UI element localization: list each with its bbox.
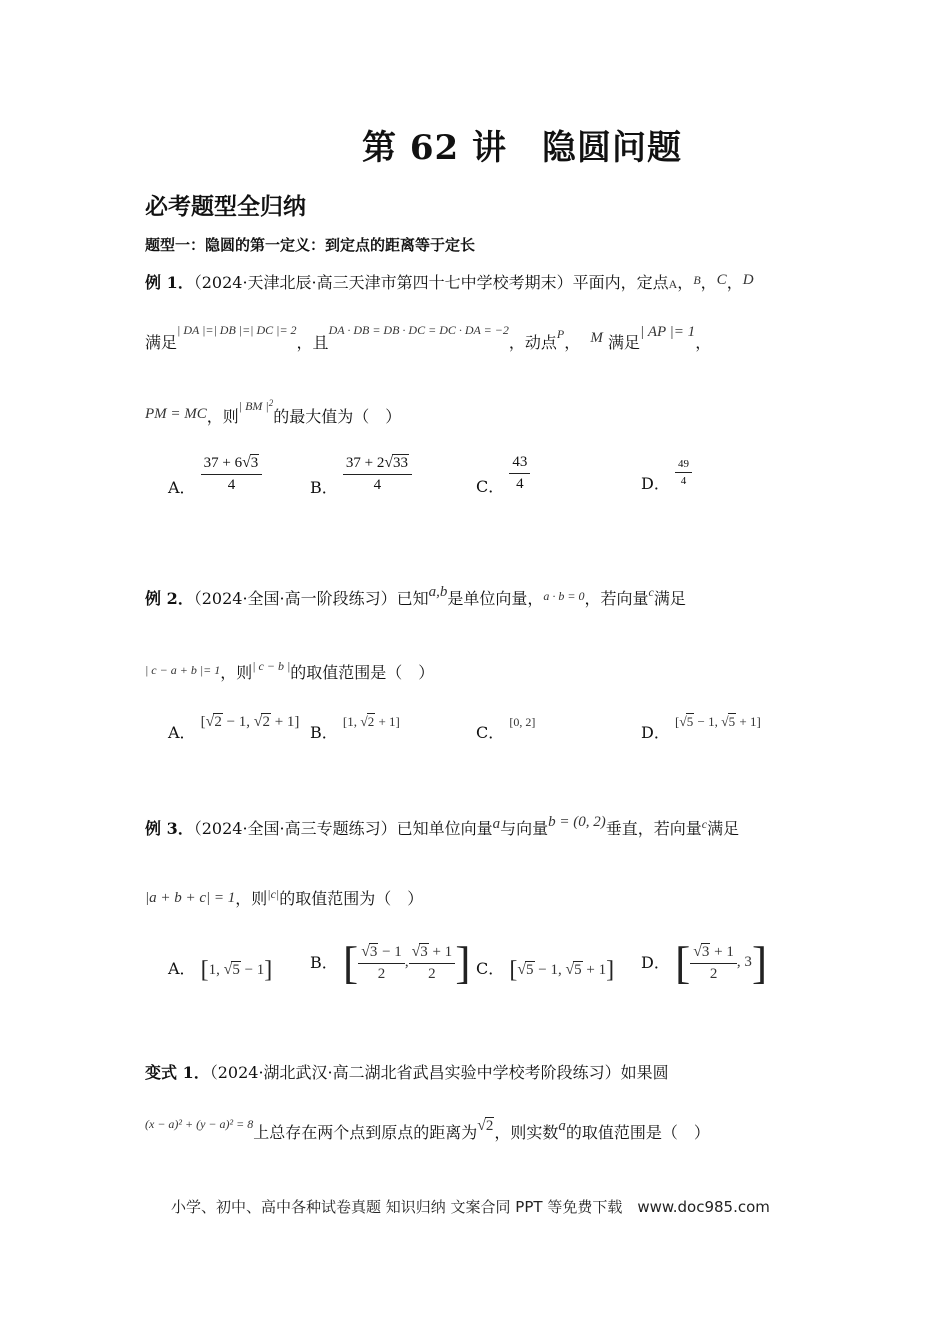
option-label: C． [476, 959, 505, 978]
text-manzu: 满足 [707, 819, 740, 838]
circle-equation: (x − a)² + (y − a)² = 8 [145, 1117, 254, 1131]
separator: ， [726, 273, 743, 292]
radicand: 5 [232, 962, 240, 978]
option-d[interactable] [641, 708, 761, 742]
numerator-part: − 1 [378, 943, 402, 960]
example-2-line-2 [145, 660, 434, 683]
separator: ， [700, 273, 717, 292]
fraction: $\frac{√3 + 1}{2}$ [690, 943, 737, 983]
interval-part: 1, [208, 962, 224, 978]
interval: [0, 2] [509, 715, 536, 729]
option-c[interactable] [476, 956, 614, 984]
example-3-line-2 [145, 886, 423, 909]
radicand: 3 [701, 943, 710, 960]
variant-1-source: （2024·湖北武汉·高二湖北省武昌实验中学校考阶段练习）如果圆 [209, 1063, 669, 1082]
text-manzu: 满足 [653, 589, 686, 608]
point-d: D [742, 272, 754, 288]
interval-part: + 1] [736, 714, 761, 729]
denominator: 2 [428, 965, 436, 982]
option-c[interactable] [476, 708, 536, 742]
option-d[interactable] [641, 458, 692, 493]
option-a[interactable] [168, 708, 300, 742]
option-label: C． [476, 477, 505, 496]
text-yu: 与向量 [500, 819, 549, 838]
interval-part: , 3 [736, 953, 752, 970]
separator: ， [677, 273, 694, 292]
option-c[interactable] [476, 454, 530, 496]
option-label: C． [476, 723, 505, 742]
radicand: 3 [420, 943, 428, 960]
option-label: A． [168, 723, 196, 742]
variant-text: ，则实数 [494, 1123, 559, 1142]
text-unit-vectors: 是单位向量， [447, 589, 544, 608]
text-ze: ，则 [206, 407, 239, 426]
text-ze: ，则 [220, 663, 253, 682]
condition-pm-mc: PM = MC [145, 406, 207, 422]
option-d[interactable] [641, 936, 767, 989]
question-text: 的取值范围为（ ） [279, 889, 424, 908]
option-a[interactable] [168, 454, 262, 497]
example-1-line-3 [145, 397, 402, 427]
radicand: 5 [686, 714, 694, 729]
radicand: 3 [250, 455, 259, 471]
section-heading: 必考题型全归纳 [145, 193, 306, 220]
option-a[interactable] [168, 956, 272, 984]
example-1-label: 例 1． [145, 273, 194, 292]
example-2-line-1 [145, 586, 686, 609]
radicand: 5 [526, 962, 534, 978]
interval-part: − 1, [534, 962, 566, 978]
interval: [√5 − 1, √5 + 1] [509, 957, 615, 984]
variant-1-label: 变式 1． [145, 1063, 210, 1082]
radicand: 2 [262, 714, 270, 730]
interval-part: + 1] [270, 714, 300, 730]
text-qie: ，且 [296, 333, 329, 352]
option-label: D． [641, 474, 670, 493]
radicand: 2 [367, 714, 375, 729]
denominator: 4 [680, 475, 687, 487]
vector-c: c [648, 585, 654, 599]
denominator: 2 [709, 965, 718, 982]
variant-1-line-1 [145, 1060, 669, 1083]
fraction: $\frac{37 + 6√3}{4}$ [201, 454, 263, 494]
condition-dot-zero: a · b = 0 [543, 589, 585, 603]
point-b: B [693, 273, 701, 287]
interval-part: [1, [342, 714, 361, 729]
interval-part: − 1 [240, 962, 265, 978]
denominator: 4 [516, 476, 524, 492]
option-label: D． [641, 723, 670, 742]
option-label: B． [310, 477, 338, 497]
option-label: D． [641, 952, 670, 972]
fraction [509, 454, 530, 493]
example-2-label: 例 2． [145, 589, 194, 608]
example-3-line-1 [145, 816, 739, 839]
option-label: B． [310, 952, 338, 972]
option-b[interactable] [310, 454, 412, 497]
radicand: 5 [728, 714, 736, 729]
expression-c-b: | c − b | [252, 659, 291, 673]
numerator-part: + 1 [710, 943, 734, 960]
option-label: A． [168, 959, 196, 978]
numerator-part: + 1 [428, 943, 453, 960]
variant-text: 上总存在两个点到原点的距离为 [253, 1123, 478, 1142]
interval: [1, √2 + 1] [342, 714, 400, 729]
text-manzu: 满足 [607, 333, 640, 352]
condition-equal-lengths: | DA |=| DB |=| DC |= 2 [177, 323, 297, 337]
fraction: $\frac{√3 - 1}{2}$ [358, 943, 405, 983]
example-2-source: （2024·全国·高一阶段练习）已知 [193, 589, 429, 608]
variant-text: 的取值范围是（ ） [565, 1123, 710, 1142]
variant-1-line-2 [145, 1117, 710, 1143]
example-3-source: （2024·全国·高三专题练习）已知单位向量 [193, 819, 493, 838]
vector-c: c [701, 817, 708, 831]
condition-c-a-b: | c − a + b |= 1 [145, 663, 221, 677]
point-m: M [590, 330, 603, 346]
option-b[interactable] [310, 936, 471, 989]
radicand: 2 [214, 714, 222, 730]
interval: [√2 − 1, √2 + 1] [200, 713, 300, 730]
radicand: 5 [574, 962, 582, 978]
separator: ， [695, 333, 712, 352]
example-3-label: 例 3． [145, 819, 194, 838]
question-text: 的最大值为（ ） [273, 407, 402, 426]
interval-part: + 1] [375, 714, 400, 729]
interval-part: [ [674, 714, 680, 729]
interval-part: + 1 [582, 962, 607, 978]
option-b[interactable] [310, 708, 400, 742]
question-text: 的取值范围是（ ） [290, 663, 435, 682]
radicand: 3 [369, 943, 378, 960]
option-label: A． [168, 477, 196, 497]
condition-ap: | AP |= 1 [640, 324, 696, 340]
type-heading: 题型一：隐圆的第一定义：到定点的距离等于定长 [145, 236, 476, 254]
expression-bm: | BM | [238, 399, 269, 413]
condition-abc: |a + b + c| = 1 [145, 890, 236, 906]
example-1-source: （2024·天津北辰·高三天津市第四十七中学校考期末）平面内，定点 [193, 273, 669, 292]
radicand: 33 [392, 455, 408, 471]
fraction: $\frac{37 + 2√33}{4}$ [343, 454, 412, 494]
page-footer: 小学、初中、高中各种试卷真题 知识归纳 文案合同 PPT 等免费下载 www.doc985.com [171, 1198, 770, 1216]
interval: [1, √5 − 1] [200, 957, 273, 984]
text-perpendicular: 垂直，若向量 [605, 819, 702, 838]
text-manzu: 满足 [145, 333, 178, 352]
point-p: P [556, 327, 565, 341]
denominator: 4 [373, 477, 382, 493]
numerator-part: 37 + 2 [345, 455, 385, 471]
vectors-ab: a,b [428, 584, 448, 600]
expression-c: |c| [267, 887, 280, 901]
interval: [ $\frac{√3 + 1}{2}$ , 3] [674, 937, 768, 988]
interval-part: [ [200, 714, 206, 730]
vector-a: a [492, 816, 501, 832]
page-title: 第 62 讲 隐圆问题 [362, 128, 682, 168]
text-ze: ，则 [235, 889, 268, 908]
fraction: $\frac{√3 + 1}{2}$ [409, 943, 456, 983]
condition-dot-products: DA · DB = DB · DC = DC · DA = −2 [328, 323, 509, 337]
numerator: 43 [509, 454, 530, 474]
fraction [675, 458, 692, 487]
example-1-line-2 [145, 323, 712, 353]
interval: [ $\frac{√3 - 1}{2}$ , $\frac{√3 + 1}{2}$ ] [342, 937, 471, 988]
numerator: 49 [675, 458, 692, 473]
interval-part: − 1, [222, 714, 254, 730]
vector-b-value: b = (0, 2) [548, 814, 606, 830]
variable-a: a [558, 1118, 566, 1134]
radical-value: √2 [477, 1117, 494, 1134]
point-c: C [716, 272, 727, 288]
interval-part: − 1, [694, 714, 722, 729]
denominator: 4 [227, 477, 236, 493]
point-a: A [668, 277, 678, 291]
text-dongdian: ，动点 [508, 333, 557, 352]
example-1-line-1 [145, 270, 754, 293]
option-label: B． [310, 723, 338, 742]
separator: ， [564, 333, 581, 352]
text-if-vector: ，若向量 [584, 589, 649, 608]
exponent: 2 [268, 397, 274, 408]
interval: [√5 − 1, √5 + 1] [674, 714, 761, 729]
radicand: 2 [485, 1118, 494, 1134]
denominator: 2 [377, 965, 386, 982]
numerator-part: 37 + 6 [203, 455, 243, 471]
